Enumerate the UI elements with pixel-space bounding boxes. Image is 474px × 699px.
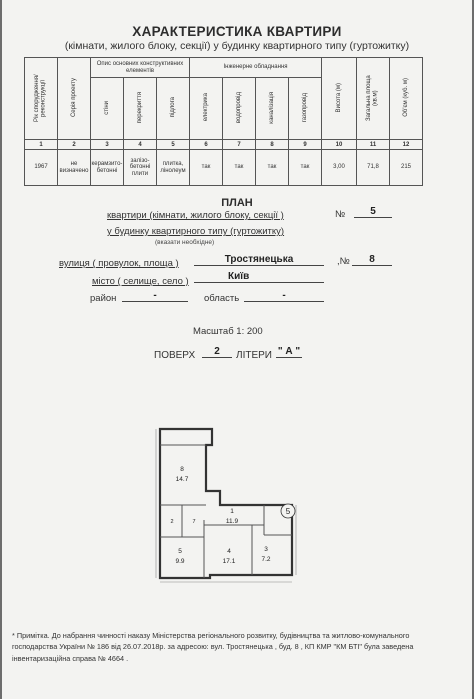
room-area: 9.9 <box>175 558 185 565</box>
value-cell: плитка, лінолеум <box>157 150 190 186</box>
value-cell: 3,00 <box>322 150 357 186</box>
col-number: 8 <box>256 140 289 150</box>
col-number: 1 <box>25 140 58 150</box>
column-number-row <box>25 140 423 150</box>
col-number: 3 <box>91 140 124 150</box>
plan-hint: (вказати необхідне) <box>155 239 215 246</box>
col-number: 11 <box>357 140 390 150</box>
header-engineering: Інженерне обладнання <box>190 58 322 78</box>
value-cell: так <box>190 150 223 186</box>
room-number: 8 <box>180 466 184 473</box>
value-cell: так <box>289 150 322 186</box>
col-number: 9 <box>289 140 322 150</box>
header-total-area: Загальна площа (кв.м) <box>357 58 390 140</box>
plan-heading: ПЛАН <box>221 197 253 209</box>
header-electric: електрика <box>190 78 223 140</box>
header-floors: підлога <box>157 78 190 140</box>
col-number: 7 <box>223 140 256 150</box>
header-height: Висота (м) <box>322 58 357 140</box>
values-row <box>25 150 423 186</box>
header-gas: газопровід <box>289 78 322 140</box>
plan-line2: у будинку квартирного типу (гуртожитку) <box>107 226 285 237</box>
floor-plan-drawing <box>152 425 302 585</box>
room-number: 3 <box>264 546 268 553</box>
value-cell: 215 <box>390 150 423 186</box>
letter-value: " А " <box>277 346 301 357</box>
room-number: 5 <box>178 548 182 555</box>
header-ceilings: перекриття <box>124 78 157 140</box>
header-series: Серія проекту <box>58 58 91 140</box>
header-walls: стіни <box>91 78 124 140</box>
value-cell: 1967 <box>25 150 58 186</box>
scale-label: Масштаб 1: 200 <box>193 326 263 337</box>
col-number: 12 <box>390 140 423 150</box>
city-value: Київ <box>194 271 324 283</box>
apartment-no-label: № <box>335 209 346 220</box>
value-cell: залізо-бетонні плити <box>124 150 157 186</box>
letter-label: ЛІТЕРИ <box>236 350 272 361</box>
document-title: ХАРАКТЕРИСТИКА КВАРТИРИ <box>132 24 342 39</box>
col-number: 6 <box>190 140 223 150</box>
col-number: 4 <box>124 140 157 150</box>
region-value: - <box>244 290 324 302</box>
header-water: водопровід <box>223 78 256 140</box>
header-year: Рік спорудження/ реконструкції <box>25 58 58 140</box>
house-no-label: ,№ <box>337 256 350 267</box>
room-number: 1 <box>230 508 234 515</box>
plan-line1: квартири (кімнати, жилого блоку, секції ) <box>107 210 284 221</box>
room-number: 7 <box>192 519 196 525</box>
apartment-number: 5 <box>354 206 392 218</box>
footnote: * Примітка. До набрання чинності наказу Міністерства регіонального розвитку, будівництва та житлово-комунального господарства України № 186 від 26.07.2018р. за адресою: вул. Тростянецька , буд. 8 , КП КМР "КМ БТІ" була заведена інвентаризаційна справа № 4664 . <box>12 631 414 663</box>
region-label: область <box>204 293 240 304</box>
value-cell: так <box>256 150 289 186</box>
district-value: - <box>122 290 188 302</box>
room-area: 17.1 <box>222 558 236 565</box>
city-label <box>92 276 189 287</box>
value-cell: не визначено <box>58 150 91 186</box>
header-sewage: каналізація <box>256 78 289 140</box>
street-value: Тростянецька <box>194 254 324 266</box>
value-cell: 71,8 <box>357 150 390 186</box>
col-number: 10 <box>322 140 357 150</box>
floor-value: 2 <box>202 346 232 358</box>
district-label: район <box>90 293 117 304</box>
value-cell: так <box>223 150 256 186</box>
street-label: вулиця ( провулок, площа ) <box>59 258 179 269</box>
document-sheet <box>2 0 472 699</box>
header-structures: Опис основних конструктивних елементів <box>91 58 190 78</box>
house-number: 8 <box>352 254 392 266</box>
characteristics-table <box>24 57 423 186</box>
apartment-marker: 5 <box>285 507 291 516</box>
room-area: 14.7 <box>175 476 189 483</box>
document-subtitle: (кімнати, жилого блоку, секції) у будинку квартирного типу (гуртожитку) <box>64 40 410 52</box>
room-area: 11.9 <box>225 518 239 525</box>
floor-label: ПОВЕРХ <box>154 350 196 361</box>
header-volume: Об'єм (куб. м) <box>390 58 423 140</box>
room-number: 4 <box>227 548 231 555</box>
col-number: 5 <box>157 140 190 150</box>
city-label-text: місто ( селище, село ) <box>92 276 189 287</box>
room-area: 7.2 <box>261 556 271 563</box>
room-number: 2 <box>170 519 174 525</box>
value-cell: керамзито-бетонні <box>91 150 124 186</box>
col-number: 2 <box>58 140 91 150</box>
